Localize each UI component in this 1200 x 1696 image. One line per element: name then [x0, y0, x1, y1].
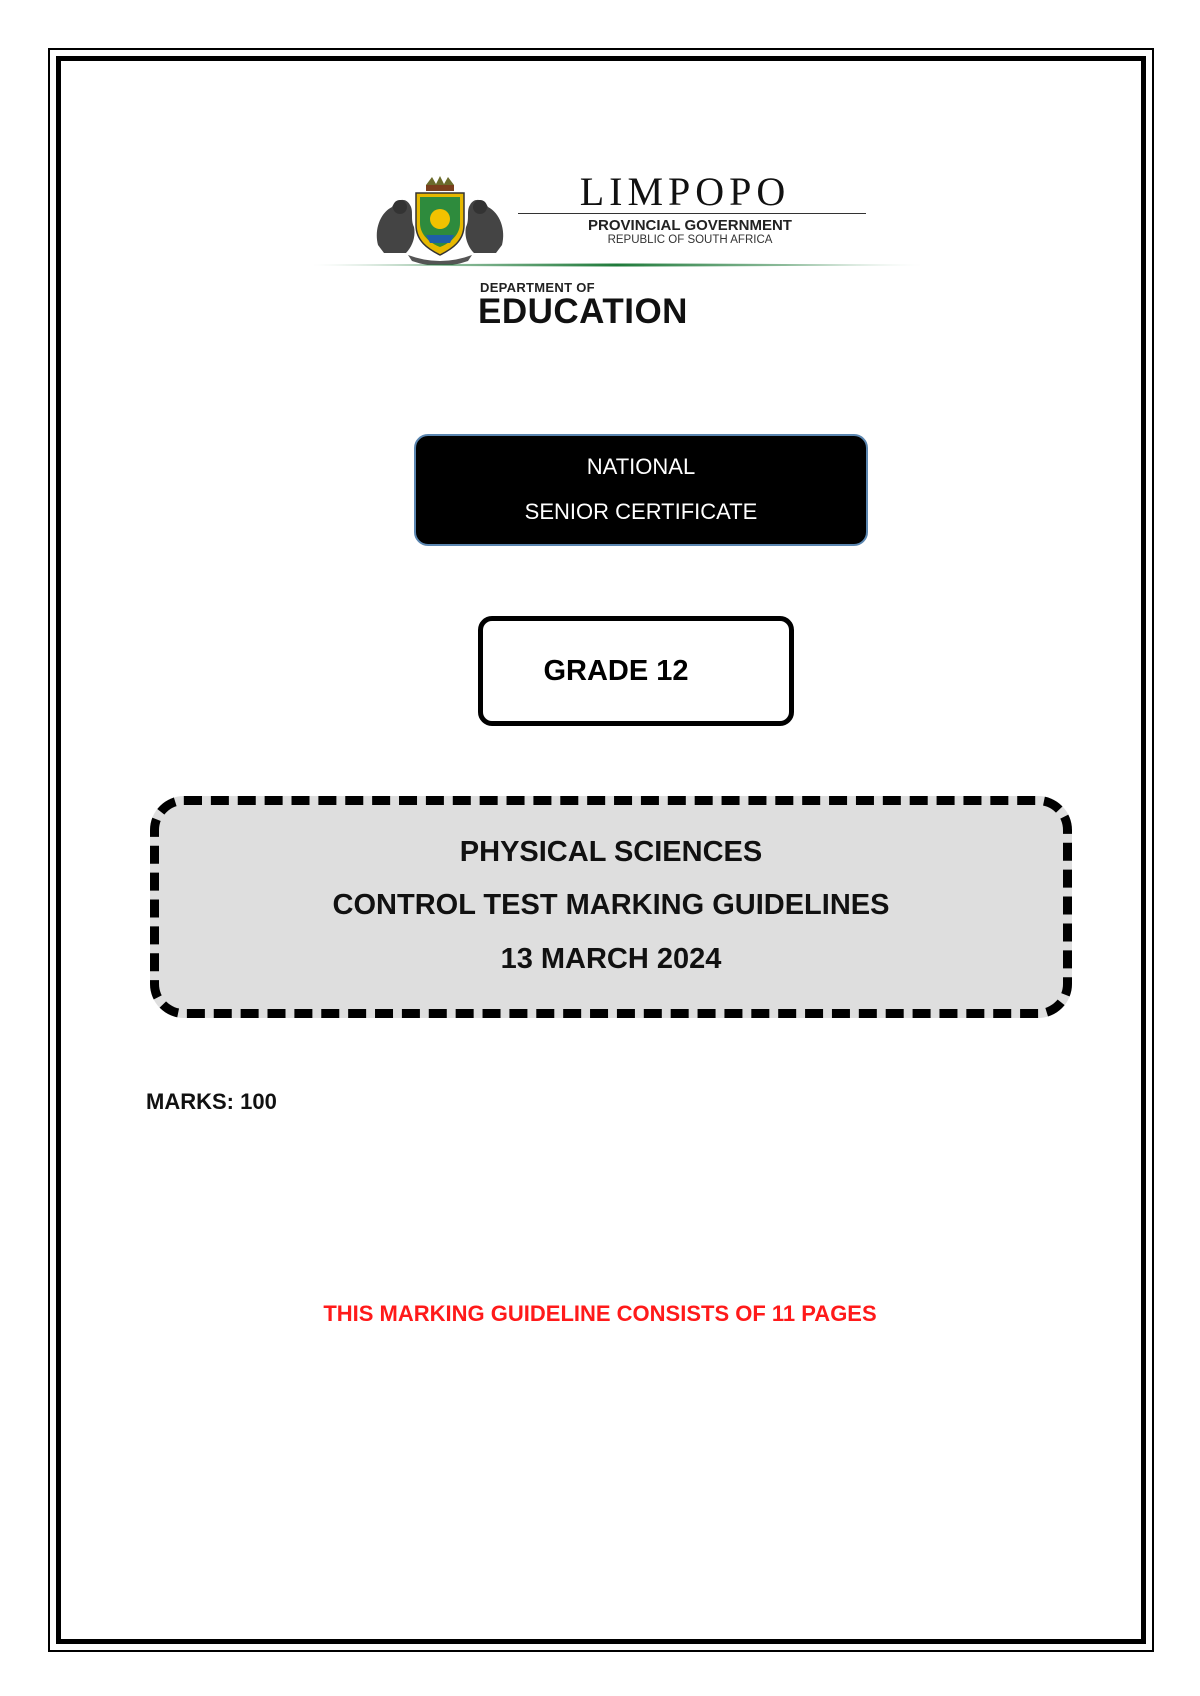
subject-box — [150, 796, 1072, 1018]
government-line: PROVINCIAL GOVERNMENT — [588, 217, 792, 234]
coat-of-arms-icon — [370, 175, 510, 265]
certificate-line-1: NATIONAL — [586, 454, 696, 479]
department-name: EDUCATION — [478, 292, 688, 331]
certificate-banner — [414, 434, 868, 546]
header-divider — [518, 213, 866, 214]
page-count-notice: THIS MARKING GUIDELINE CONSISTS OF 11 PAGES — [323, 1301, 877, 1326]
document-type: CONTROL TEST MARKING GUIDELINES — [332, 889, 890, 921]
exam-date: 13 MARCH 2024 — [500, 943, 722, 975]
subject-title: PHYSICAL SCIENCES — [459, 836, 763, 868]
country-line: REPUBLIC OF SOUTH AFRICA — [607, 234, 773, 246]
total-marks: MARKS: 100 — [146, 1089, 277, 1114]
certificate-line-2: SENIOR CERTIFICATE — [524, 499, 758, 524]
grade-label: GRADE 12 — [543, 655, 689, 687]
grade-box — [478, 616, 794, 726]
green-divider — [312, 262, 922, 268]
department-prefix: DEPARTMENT OF — [480, 280, 595, 295]
province-name: LIMPOPO — [579, 169, 791, 214]
